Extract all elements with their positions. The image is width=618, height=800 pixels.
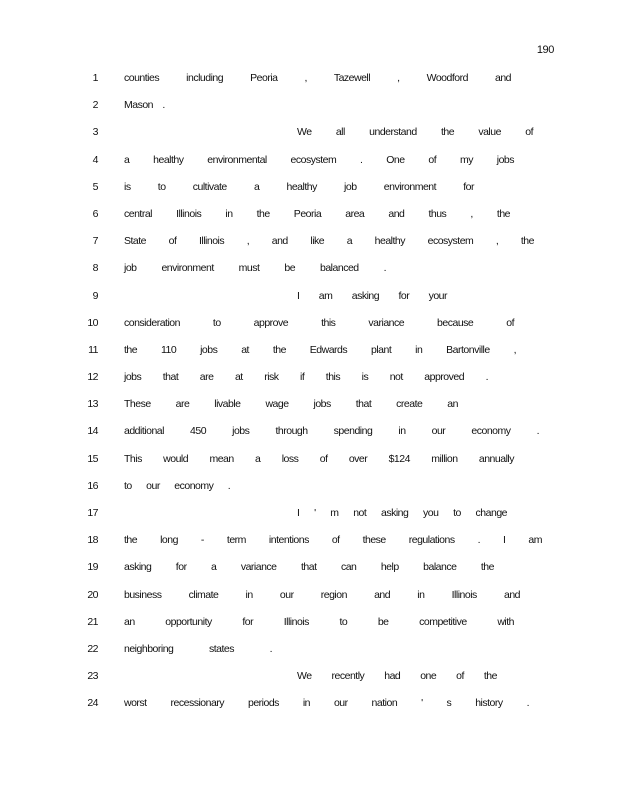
transcript-line: [0, 588, 618, 615]
line-text: neighboring states .: [124, 642, 272, 655]
line-text: is to cultivate a healthy job environment for: [124, 180, 474, 193]
transcript-line: [0, 397, 618, 424]
transcript-line: [0, 642, 618, 669]
transcript-line: [0, 615, 618, 642]
line-text: consideration to approve this variance because of: [124, 316, 514, 329]
transcript-line: [0, 370, 618, 397]
transcript-line: [0, 533, 618, 560]
line-number: 15: [87, 452, 98, 465]
transcript-line: [0, 316, 618, 343]
transcript-line: [0, 560, 618, 587]
line-text: I ' m not asking you to change: [297, 507, 507, 519]
line-number: 9: [92, 289, 98, 302]
transcript-line: [0, 261, 618, 288]
line-text: counties including Peoria , Tazewell , Woodford and: [124, 72, 511, 84]
line-text: a healthy environmental ecosystem . One of my jobs: [124, 153, 514, 166]
transcript-line: [0, 153, 618, 180]
line-number: 21: [87, 615, 98, 628]
line-number: 5: [92, 180, 98, 193]
line-text: job environment must be balanced .: [124, 262, 386, 275]
transcript-line: [0, 669, 618, 696]
line-text: additional 450 jobs through spending in our economy .: [124, 425, 539, 438]
line-number: 12: [87, 371, 98, 384]
line-number: 10: [87, 316, 98, 329]
line-number: 6: [92, 207, 98, 220]
transcript-line: [0, 207, 618, 234]
line-text: asking for a variance that can help balance the: [124, 561, 494, 574]
line-text: central Illinois in the Peoria area and thus , the: [124, 207, 510, 220]
line-number: 17: [87, 507, 98, 519]
line-number: 13: [87, 398, 98, 411]
line-number: 18: [87, 534, 98, 547]
transcript-line: [0, 125, 618, 152]
line-text: to our economy .: [124, 479, 231, 492]
line-number: 2: [92, 99, 98, 112]
transcript-line: [0, 696, 618, 723]
line-text: State of Illinois , and like a healthy ecosystem , the: [124, 235, 534, 248]
line-number: 4: [92, 153, 98, 166]
transcript-line: [0, 452, 618, 479]
transcript-line: [0, 180, 618, 207]
line-number: 11: [88, 343, 98, 356]
line-text: This would mean a loss of over $124 million annually: [124, 452, 514, 465]
transcript-line: [0, 343, 618, 370]
line-number: 8: [92, 262, 98, 275]
line-number: 7: [92, 235, 98, 248]
transcript-line: [0, 98, 618, 125]
line-number: 16: [87, 479, 98, 492]
transcript-line: [0, 234, 618, 261]
line-number: 14: [87, 425, 98, 438]
transcript-line: [0, 71, 618, 98]
line-text: Mason .: [124, 99, 165, 112]
line-number: 3: [92, 126, 98, 139]
transcript-body: [0, 71, 618, 724]
line-number: 19: [87, 561, 98, 574]
transcript-line: [0, 479, 618, 506]
page-number: 190: [536, 44, 554, 56]
line-text: We all understand the value of: [297, 126, 533, 139]
line-number: 23: [87, 670, 98, 683]
line-text: I am asking for your: [297, 289, 447, 302]
line-text: These are livable wage jobs that create an: [124, 398, 458, 411]
line-number: 20: [87, 588, 98, 601]
line-text: business climate in our region and in Illinois and: [124, 588, 520, 601]
line-text: jobs that are at risk if this is not approved .: [124, 371, 488, 384]
line-number: 24: [87, 697, 98, 710]
line-text: the 110 jobs at the Edwards plant in Bartonville ,: [124, 343, 516, 356]
transcript-line: [0, 424, 618, 451]
line-text: an opportunity for Illinois to be competitive with: [124, 615, 514, 628]
line-text: We recently had one of the: [297, 670, 497, 683]
line-number: 1: [92, 72, 98, 84]
transcript-line: [0, 506, 618, 533]
line-text: the long - term intentions of these regulations . I am: [124, 534, 542, 547]
line-text: worst recessionary periods in our nation ' s history .: [124, 697, 529, 710]
line-number: 22: [87, 642, 98, 655]
transcript-line: [0, 289, 618, 316]
